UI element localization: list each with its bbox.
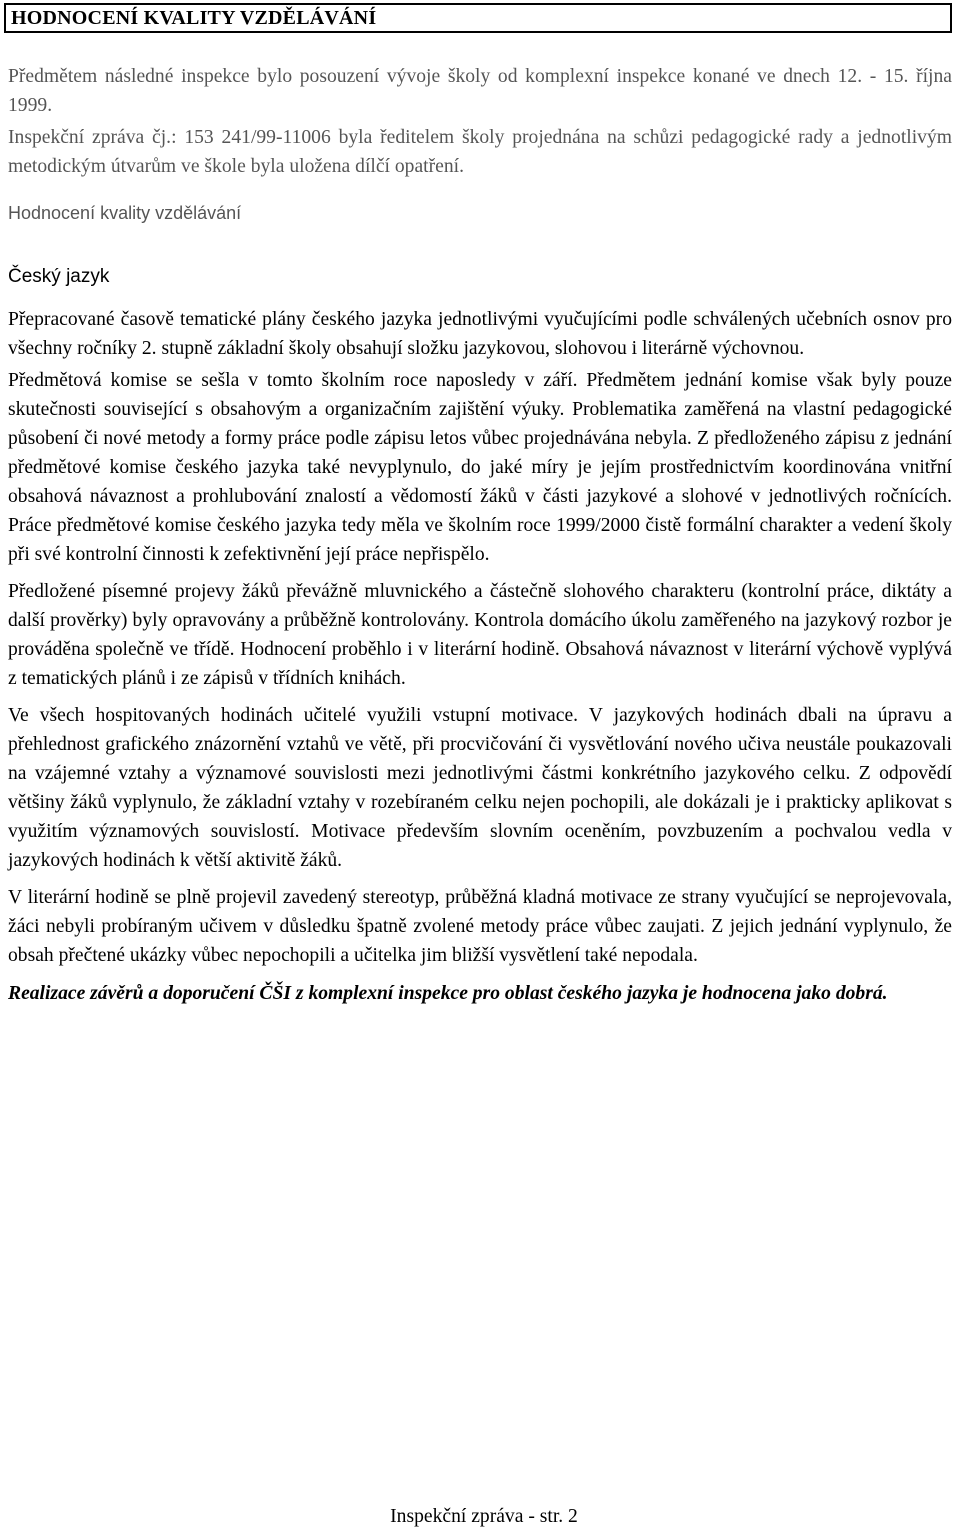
intro-paragraph-2: Inspekční zpráva čj.: 153 241/99-11006 byla ředitelem školy projednána na schůzi pedagogické rady a jednotlivým metodickým útvarům ve škole byla uložena dílčí opatření. — [8, 127, 952, 177]
subject-title: Český jazyk — [8, 266, 110, 287]
body-paragraph-4: Ve všech hospitovaných hodinách učitelé využili vstupní motivace. V jazykových hodinách dbali na úpravu a přehlednost grafického znázornění vztahů ve větě, při procvičování či vysvětlování nového učiva neustále poukazovali na vzájemné vztahy a významové souvislosti mezi jednotlivými částmi konkrétního jazykového celku. Z odpovědí většiny žáků vyplynulo, že základní vztahy v rozebíraném celku nejen pochopili, ale dokázali je i prakticky aplikovat s využitím významových souvislostí. Motivace především slovním oceněním, povzbuzením a pochvalou vedla v jazykových hodinách k větší aktivitě žáků. — [8, 705, 952, 871]
conclusion: Realizace závěrů a doporučení ČŠI z komplexní inspekce pro oblast českého jazyka je hodnocena jako dobrá. — [8, 983, 888, 1004]
page-footer: Inspekční zpráva - str. 2 — [390, 1506, 578, 1527]
body-paragraph-5: V literární hodině se plně projevil zavedený stereotyp, průběžná kladná motivace ze strany vyučující se neprojevovala, žáci nebyli probíraným učivem v důsledku špatně zvolené metody práce vůbec zaujati. Z jejich jednání vyplynulo, že obsah přečtené ukázky vůbec nepochopili a učitelka jim bližší vysvětlení také nepodala. — [8, 887, 952, 966]
body-paragraph-3: Předložené písemné projevy žáků převážně mluvnického a částečně slohového charakteru (kontrolní práce, diktáty a další prověrky) byly opravovány a průběžně kontrolovány. Kontrola domácího úkolu zaměřeného na jazykový rozbor je prováděna společně ve třídě. Hodnocení proběhlo i v literární hodině. Obsahová návaznost v literární výchově vyplývá z tematických plánů i ze zápisů v třídních knihách. — [8, 581, 952, 689]
body-paragraph-2: Předmětová komise se sešla v tomto školním roce naposledy v září. Předmětem jednání komise však byly pouze skutečnosti související s obsahovým a organizačním zajištění výuky. Problematika zaměřená na vlastní pedagogické působení či nové metody a formy práce podle zápisu letos vůbec projednávána nebyla. Z předloženého zápisu z jednání předmětové komise českého jazyka také nevyplynulo, do jaké míry je jejím prostřednictvím koordinována vnitřní obsahová návaznost a prohlubování znalostí a vědomostí žáků v části jazykové a slohové v jednotlivých ročnících. Práce předmětové komise českého jazyka tedy měla ve školním roce 1999/2000 čistě formální charakter a vedení školy při své kontrolní činnosti k zefektivnění její práce nepřispělo. — [8, 370, 952, 565]
intro-paragraph-1: Předmětem následné inspekce bylo posouzení vývoje školy od komplexní inspekce konané ve dnech 12. - 15. října 1999. — [8, 66, 952, 116]
document-body — [8, 62, 952, 1008]
body-paragraph-1: Přepracované časově tematické plány českého jazyka jednotlivými vyučujícími podle schválených učebních osnov pro všechny ročníky 2. stupně základní školy obsahují složku jazykovou, slohovou i literárně výchovnou. — [8, 309, 952, 359]
header-title: HODNOCENÍ KVALITY VZDĚLÁVÁNÍ — [4, 3, 952, 33]
section-title: Hodnocení kvality vzdělávání — [8, 203, 242, 223]
